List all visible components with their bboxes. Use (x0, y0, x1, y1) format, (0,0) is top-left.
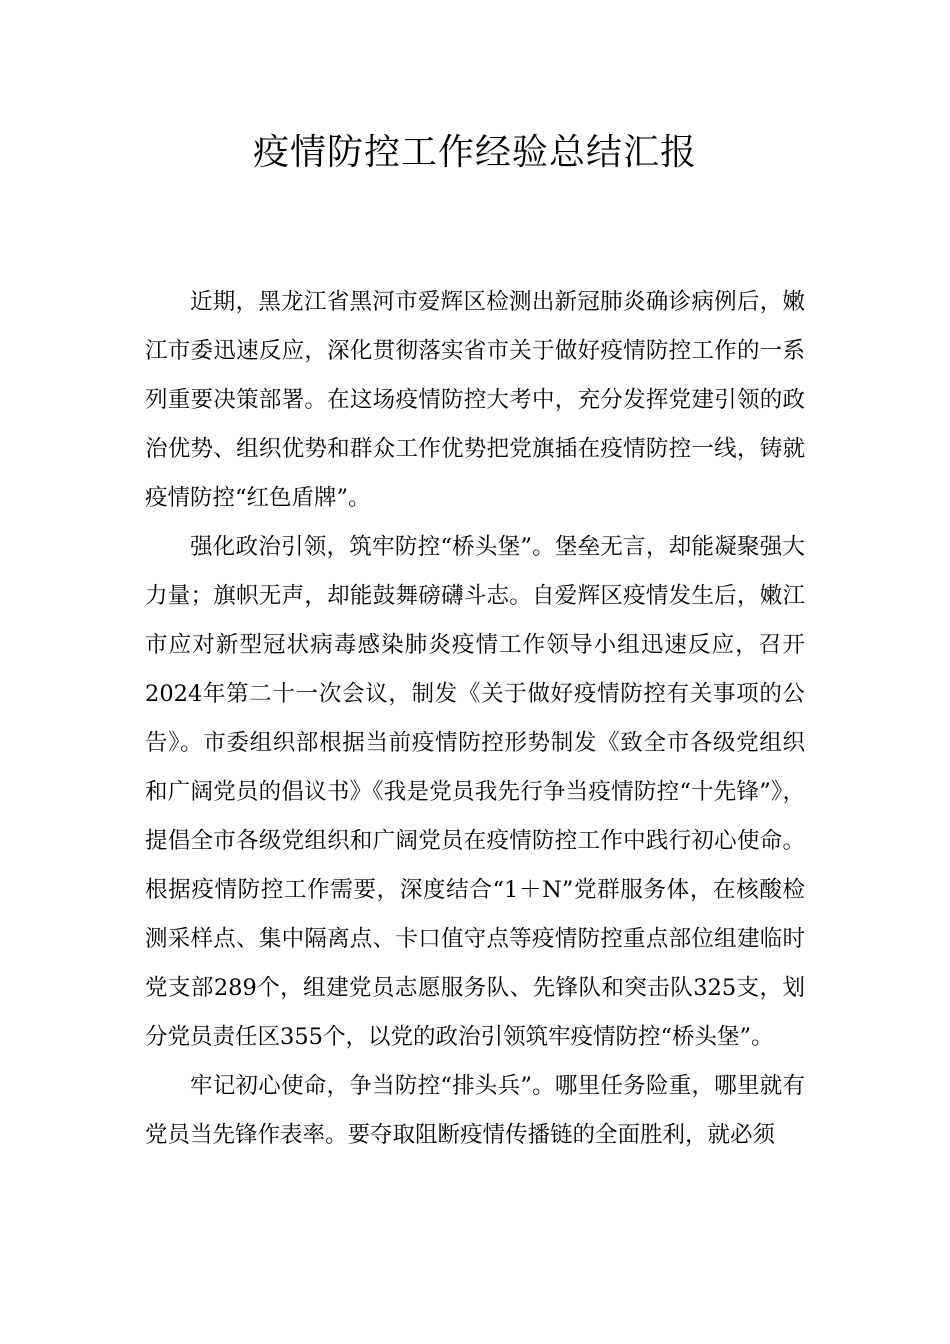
document-title: 疫情防控工作经验总结汇报 (252, 132, 697, 173)
paragraph-3: 牢记初心使命，争当防控“排头兵”。哪里任务险重，哪里就有党员当先锋作表率。要夺取阻断疫情传播链的全面胜利，就必须 (145, 1073, 805, 1148)
paragraph-2: 强化政治引领，筑牢防控“桥头堡”。堡垒无言，却能凝聚强大力量；旗帜无声，却能鼓舞磅礴斗志。自爱辉区疫情发生后，嫩江市应对新型冠状病毒感染肺炎疫情工作领导小组迅速反应，召开2024年第二十一次会议，制发《关于做好疫情防控有关事项的公告》。市委组织部根据当前疫情防控形势制发《致全市各级党组织和广阔党员的倡议书》《我是党员我先行争当疫情防控“十先锋”》，提倡全市各级党组织和广阔党员在疫情防控工作中践行初心使命。根据疫情防控工作需要，深度结合“1＋N”党群服务体，在核酸检测采样点、集中隔离点、卡口值守点等疫情防控重点部位组建临时党支部289个，组建党员志愿服务队、先锋队和突击队325支，划分党员责任区355个，以党的政治引领筑牢疫情防控“桥头堡”。 (145, 534, 805, 1050)
document-body (145, 278, 805, 1160)
paragraph-1: 近期，黑龙江省黑河市爱辉区检测出新冠肺炎确诊病例后，嫩江市委迅速反应，深化贯彻落实省市关于做好疫情防控工作的一系列重要决策部署。在这场疫情防控大考中，充分发挥党建引领的政治优势、组织优势和群众工作优势把党旗插在疫情防控一线，铸就疫情防控“红色盾牌”。 (145, 289, 805, 511)
